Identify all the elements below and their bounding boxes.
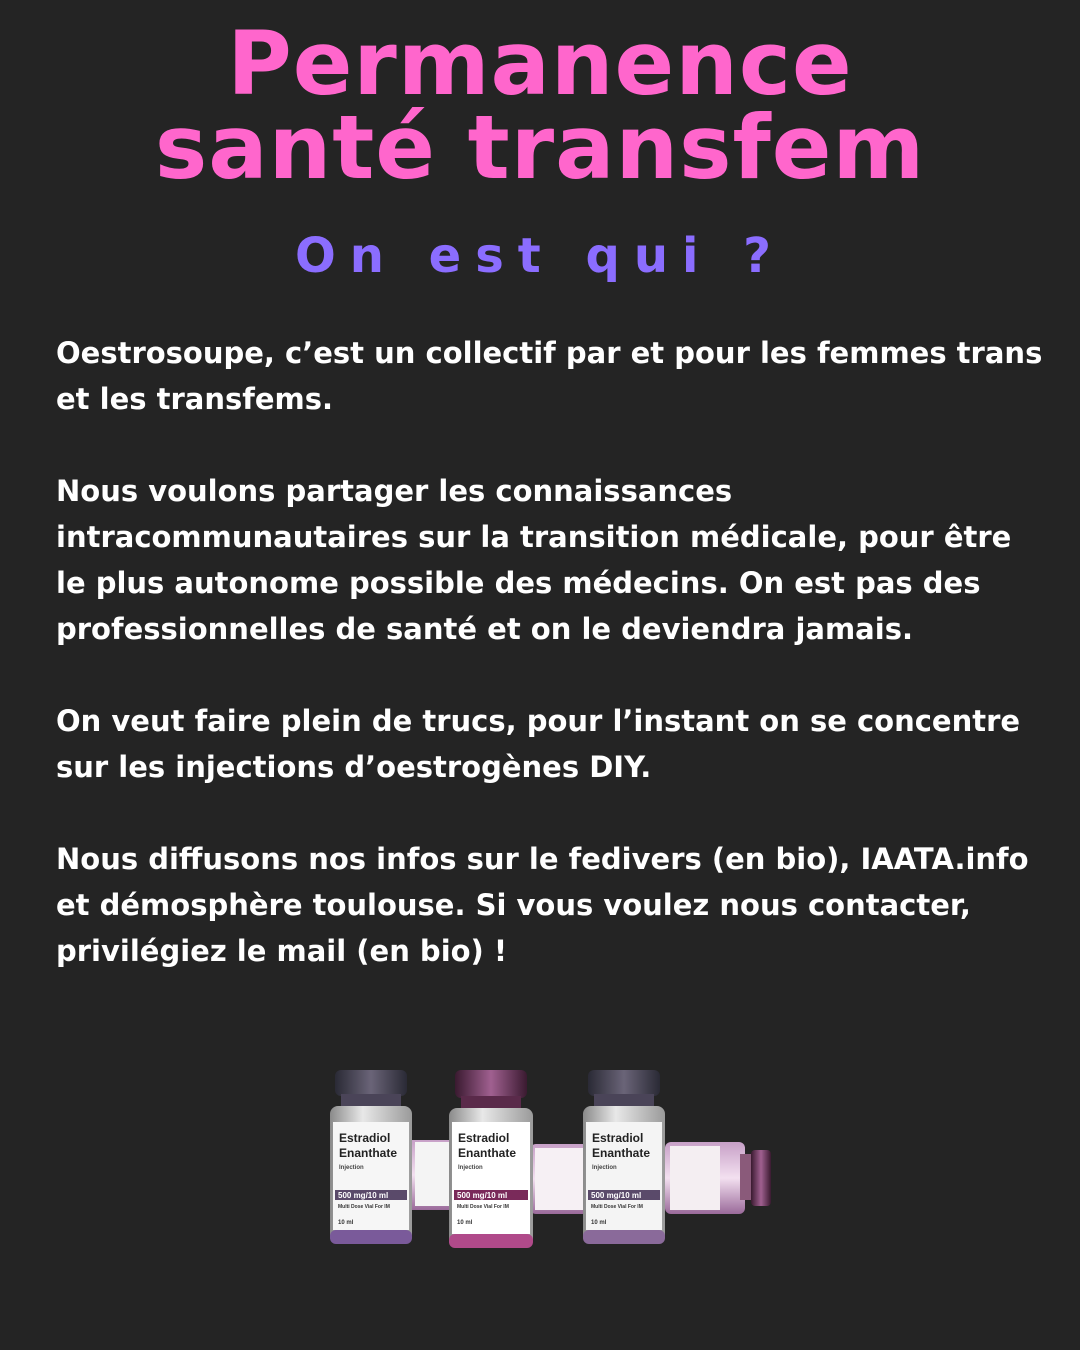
- vial-label-line1: Estradiol: [458, 1131, 510, 1145]
- estradiol-vials-illustration: [325, 1062, 780, 1252]
- paragraph-2: Nous voulons partager les connaissances intracommunautaires sur la transition médicale, pour être le plus autonome possible des médecins. On est pas des professionnelles de santé et on le deviendra jamais.: [56, 474, 1012, 646]
- vial-label-volume: 10 ml: [457, 1220, 473, 1226]
- vial-label-dose: 500 mg/10 ml: [591, 1191, 642, 1200]
- vial-label-line3: Injection: [339, 1165, 364, 1171]
- vial-label-line2: Enanthate: [458, 1146, 517, 1160]
- title-line-1: Permanence: [227, 12, 853, 115]
- vial-label-volume: 10 ml: [591, 1220, 607, 1226]
- vial-label-line3: Injection: [592, 1165, 617, 1171]
- upright-vial-2: [449, 1070, 533, 1248]
- lying-vial-3: [665, 1142, 771, 1214]
- vial-label-multi: Multi Dose Vial For IM: [338, 1204, 390, 1210]
- vial-label-volume: 10 ml: [338, 1220, 354, 1226]
- vial-label-line2: Enanthate: [592, 1146, 651, 1160]
- vial-label-line2: Enanthate: [339, 1146, 398, 1160]
- paragraph-1: Oestrosoupe, c’est un collectif par et pour les femmes trans et les transfems.: [56, 336, 1043, 416]
- vial-label-line1: Estradiol: [592, 1131, 644, 1145]
- paragraph-3: On veut faire plein de trucs, pour l’instant on se concentre sur les injections d’oestrogènes DIY.: [56, 704, 1021, 784]
- vial-label-multi: Multi Dose Vial For IM: [591, 1204, 643, 1210]
- upright-vial-3: [583, 1070, 665, 1244]
- title-line-2: santé transfem: [154, 96, 926, 199]
- upright-vial-1: [330, 1070, 412, 1244]
- page-subtitle: On est qui ?: [294, 228, 785, 284]
- vial-label-dose: 500 mg/10 ml: [338, 1191, 389, 1200]
- body-text: [56, 330, 1046, 1020]
- paragraph-4: Nous diffusons nos infos sur le fedivers (en bio), IAATA.info et démosphère toulouse. Si vous voulez nous contacter, privilégiez le mail (en bio) !: [56, 842, 1029, 968]
- page-title: [0, 12, 1080, 199]
- vial-label-line1: Estradiol: [339, 1131, 391, 1145]
- vial-label-dose: 500 mg/10 ml: [457, 1191, 508, 1200]
- vial-label-multi: Multi Dose Vial For IM: [457, 1204, 509, 1210]
- vial-label-line3: Injection: [458, 1165, 483, 1171]
